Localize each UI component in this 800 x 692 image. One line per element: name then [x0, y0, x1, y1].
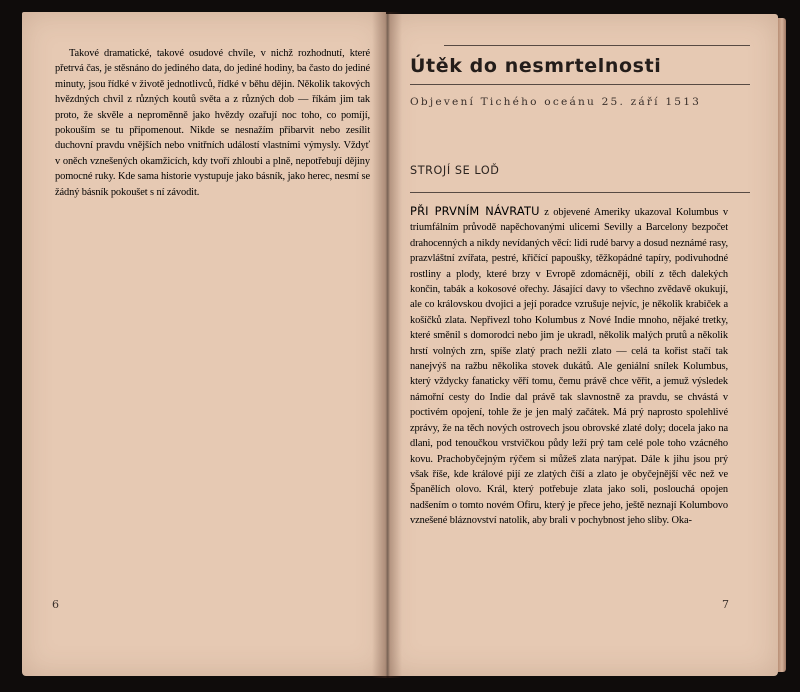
paragraph-rest: z objevené Ameriky ukazoval Kolumbus v triumfálním průvodě napěchovanými ulicemi Sevilly a Barcelony bezpočet drahocenných a nikdy nevídaných věcí: lidi rudé barvy a dosud neznámé rasy, prazvláštní zvířata, pestré, křičící papoušky, těžkopádné tapíry, podivuhodné rostliny a plody, které brzy v Evropě zdomácnějí, obilí z těch dalekých končin, tabák a kokosové ořechy. Jásající davy to všechno zvědavě okukují, ale co královskou dvojici a její poradce vzrušuje nejvíc, je několik krabiček a košíčků zlata. Nepřivezl toho Kolumbus z Nové Indie mnoho, nějaké tretky, které směnil s domorodci nebo jim je ukradl, několik malých prutů a několik hrstí volných zrn, spíše zlatý prach nežli zlato — celá ta kořist stačí tak nanejvýš na ražbu několika stovek dukátů. Ale geniální snílek Kolumbus, který vždycky fanaticky věří tomu, čemu právě chce věřit, a jemuž výsledek námořní cesty do Indie dal právě tak slavnostně za pravdu, se chvástá v poctivém opojení, tohle že je jen malý začátek. Má prý naprosto spolehlivé zprávy, že na těch nových ostrovech jsou obrovské zlaté doly; docela jako na dlani, pod tenoučkou vrstvičkou půdy leží prý tam celé pole toho vzácného kovu. Prachobyčejným rýčem si můžeš zlata narýpat. Dále k jihu jsou prý však říše, kde králové pijí ze zlatých číší a zlato je obyčejnější věc než ve Španělích olovo. Král, který potřebuje zlata jako soli, poslouchá opojen nadšením o tomto novém Ofiru, který je přece jeho, ještě neznají Kolumbovo vznešené bláznovství natolik, aby brali v pochybnost jeho sliby. Oka- — [410, 207, 728, 527]
title-rule-top — [444, 45, 750, 46]
section-rule — [410, 192, 750, 193]
left-page-body — [55, 46, 370, 200]
chapter-title: Útěk do nesmrtelnosti — [410, 55, 662, 77]
page-number-left: 6 — [52, 598, 59, 611]
page-edge — [778, 18, 786, 672]
chapter-subtitle: Objevení Tichého oceánu 25. září 1513 — [410, 96, 702, 108]
left-paragraph: Takové dramatické, takové osudové chvíle, v nichž rozhodnutí, které přetrvá čas, je stěsnáno do jediného data, do jediné hodiny, ba často do jediné minuty, jsou řídké v životě jednotlivců, řídké v běhu dějin. Několik takových hvězdných chvil z různých koutů světa a z různých dob — říkám jim tak proto, že skvěle a neproměnně jako hvězdy ozařují noc toho, co pomíjí, pokouším se tu připomenout. Nikde se nesnažím přibarvit nebo zesílit duchovní pravdu vnějších nebo vnitřních událostí vlastními výmysly. Vždyť v oněch vznešených okamžicích, kdy tvoří zhloubi a plně, nepotřebují dějiny pomocné ruky. Kde sama historie vystupuje jako básník, jako herec, nesmí se žádný básník pokoušet s ní závodit. — [55, 48, 370, 198]
page-number-right: 7 — [722, 598, 729, 611]
title-rule-bottom — [410, 84, 750, 85]
right-page-body — [410, 204, 728, 529]
section-heading: STROJÍ SE LOĎ — [410, 164, 500, 177]
right-paragraph — [410, 204, 728, 529]
paragraph-lead: PŘI PRVNÍM NÁVRATU — [410, 204, 540, 218]
